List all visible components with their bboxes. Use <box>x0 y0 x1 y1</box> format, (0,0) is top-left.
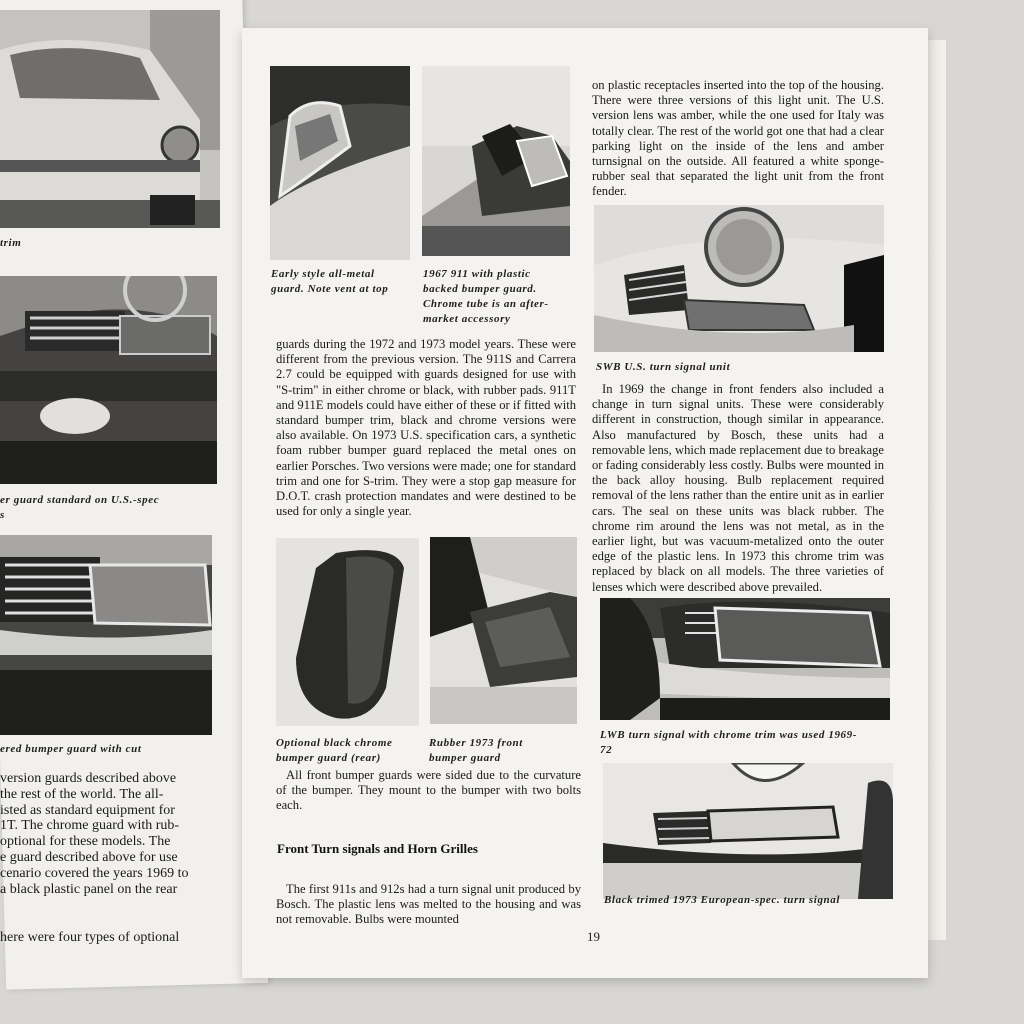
caption-early-guard: Early style all-metal guard. Note vent at top <box>271 268 389 295</box>
photo-lwb-turn-signal <box>600 598 890 720</box>
caption-swb: SWB U.S. turn signal unit <box>596 361 731 373</box>
caption-optional-guard: Optional black chrome bumper guard (rear) <box>276 737 393 764</box>
left-caption-3: ered bumper guard with cut <box>0 743 142 755</box>
left-photo-bumper-guard <box>0 276 217 484</box>
photo-1967-guard <box>422 66 570 256</box>
photo-rubber-guard <box>430 537 577 724</box>
caption-black-trimmed: Black trimed 1973 European-spec. turn signal <box>604 894 841 906</box>
left-body-text: version guards described above the rest of the world. The all- isted as standard equipment for 1T. The chrome guard with rub- optional for these models. The e guard described above for use cenario covered the years 1969 to a black plastic panel on the rear <box>0 771 189 897</box>
col1-paragraph-1: guards during the 1972 and 1973 model years. These were different from the previous version. The 911S and Carrera 2.7 could be equipped with guards designed for use with "S-trim" in either chrome or black, with rubber pads. 911T and 911E models could have either of these or if fitted with standard bumper trim, black and chrome versions were also available. On 1973 U.S. specification cars, a synthetic foam rubber bumper guard replaced the metal ones on earlier Porsches. Two versions were made; one for standard trim and one for S-trim. They were a stop gap measure for D.O.T. crash protection mandates and were destined to be used for only a single year. <box>276 337 576 519</box>
left-photo-turn-signal <box>0 535 212 735</box>
col1-paragraph-2: All front bumper guards were sided due to the curvature of the bumper. They mount to the bumper with two bolts each. <box>276 768 581 813</box>
col2-paragraph-2: In 1969 the change in front fenders also included a change in turn signal units. These were considerably different in construction, though similar in appearance. Also manufactured by Bosch, these units had a removable lens, which made replacement due to breakage or fading considerably less costly. Bulbs were mounted in the back alloy housing. Bulb replacement required removal of the lens rather than the entire unit as in earlier cars. The seal on these units was black rubber. The chrome rim around the lens was not metal, as in the earlier light, but was vacuum-metalized onto the outer edge of the plastic lens. In 1973 this chrome trim was replaced by black on all models. The three varieties of lenses which were described above prevailed. <box>592 382 884 594</box>
col1-paragraph-3: The first 911s and 912s had a turn signal unit produced by Bosch. The plastic lens was melted to the housing and was not removable. Bulbs were mounted <box>276 882 581 927</box>
left-photo-car-front <box>0 10 220 228</box>
photo-optional-black-guard <box>276 538 419 726</box>
section-heading: Front Turn signals and Horn Grilles <box>277 841 478 856</box>
left-caption-1: trim <box>0 237 22 249</box>
caption-rubber-guard: Rubber 1973 front bumper guard <box>429 737 523 764</box>
left-body-text-2: here were four types of optional <box>0 930 180 945</box>
photo-black-trimmed-signal <box>603 763 893 899</box>
page-edge <box>928 40 946 940</box>
caption-1967-guard: 1967 911 with plastic backed bumper guard. Chrome tube is an after- market accessory <box>423 268 549 325</box>
caption-lwb: LWB turn signal with chrome trim was used 1969- 72 <box>600 729 858 756</box>
page-number: 19 <box>587 929 600 944</box>
photo-swb-turn-signal <box>594 205 884 352</box>
left-caption-2: er guard standard on U.S.-spec s <box>0 494 160 521</box>
photo-early-guard <box>270 66 410 260</box>
col2-paragraph-1: on plastic receptacles inserted into the top of the housing. There were three versions of this light unit. The U.S. version lens was amber, while the one used for Italy was totally clear. The rest of the world got one that had a clear parking light on the inside of the lens and amber turnsignal on the outside. All featured a white sponge-rubber seal that separated the light unit from the front fender. <box>592 78 884 199</box>
